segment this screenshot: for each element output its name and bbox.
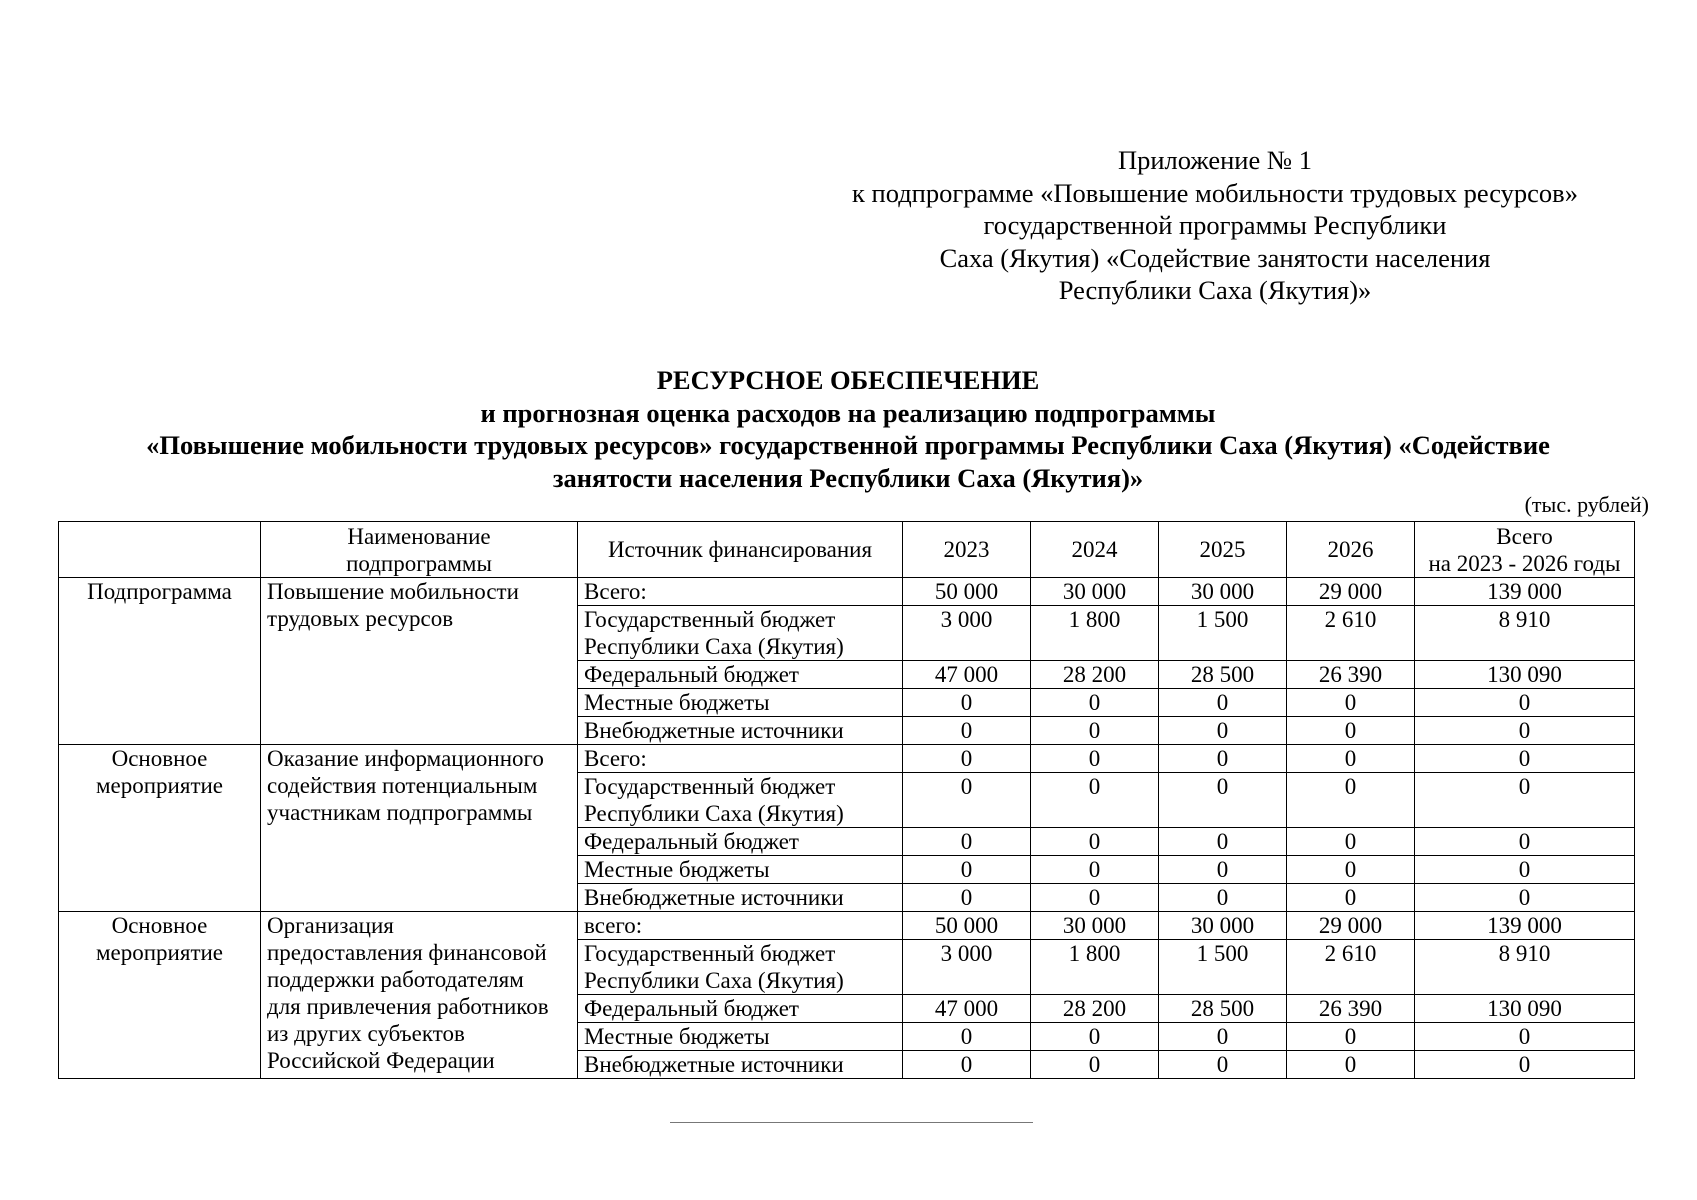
- header-source: Источник финансирования: [578, 522, 903, 578]
- value-2024: 28 200: [1031, 661, 1159, 689]
- header-name: [261, 522, 578, 578]
- value-total: 0: [1415, 745, 1635, 773]
- funding-source-line: Республики Саха (Якутия): [584, 968, 844, 993]
- appendix-note: [780, 144, 1650, 307]
- value-2023: 0: [903, 1023, 1031, 1051]
- funding-source-cell: [578, 717, 903, 745]
- value-2025: 28 500: [1159, 995, 1287, 1023]
- value-total: 0: [1415, 717, 1635, 745]
- funding-source-line: Республики Саха (Якутия): [584, 801, 844, 826]
- row-kind-line: Основное: [111, 913, 208, 938]
- title-line: «Повышение мобильности трудовых ресурсов» государственной программы Республики Саха (Якутия) «Содействие: [146, 430, 1550, 460]
- value-2023: 50 000: [903, 912, 1031, 940]
- value-2024: 0: [1031, 773, 1159, 828]
- table-row: [59, 578, 1635, 606]
- row-name-line: трудовых ресурсов: [267, 606, 454, 631]
- value-2023: 0: [903, 745, 1031, 773]
- value-2026: 0: [1287, 1051, 1415, 1079]
- funding-source-line: Государственный бюджет: [584, 941, 836, 966]
- value-total: 0: [1415, 1023, 1635, 1051]
- value-2023: 50 000: [903, 578, 1031, 606]
- title-line: РЕСУРСНОЕ ОБЕСПЕЧЕНИЕ: [656, 365, 1040, 395]
- value-total: 130 090: [1415, 995, 1635, 1023]
- value-2025: 0: [1159, 745, 1287, 773]
- value-2026: 0: [1287, 856, 1415, 884]
- value-2025: 0: [1159, 773, 1287, 828]
- funding-source-line: всего:: [584, 913, 643, 938]
- header-year-2023: 2023: [903, 522, 1031, 578]
- value-2026: 0: [1287, 689, 1415, 717]
- funding-source-cell: [578, 773, 903, 828]
- header-year-2026: 2026: [1287, 522, 1415, 578]
- value-total: 8 910: [1415, 606, 1635, 661]
- row-kind-line: мероприятие: [95, 773, 224, 798]
- value-2026: 0: [1287, 884, 1415, 912]
- funding-source-line: Федеральный бюджет: [584, 996, 799, 1021]
- funding-source-cell: [578, 828, 903, 856]
- header-year-2024: 2024: [1031, 522, 1159, 578]
- row-name-line: из других субъектов: [267, 1021, 465, 1046]
- value-total: 0: [1415, 884, 1635, 912]
- value-2026: 26 390: [1287, 661, 1415, 689]
- row-name-line: поддержки работодателям: [267, 967, 524, 992]
- row-kind-cell: [59, 745, 261, 912]
- value-2023: 0: [903, 689, 1031, 717]
- resource-table: [58, 521, 1635, 1079]
- value-2025: 30 000: [1159, 912, 1287, 940]
- funding-source-line: Всего:: [584, 746, 647, 771]
- row-name-line: Оказание информационного: [267, 746, 544, 771]
- value-2024: 1 800: [1031, 940, 1159, 995]
- appendix-line: Республики Саха (Якутия)»: [1058, 275, 1372, 305]
- value-2024: 28 200: [1031, 995, 1159, 1023]
- funding-source-cell: [578, 912, 903, 940]
- table-row: [59, 745, 1635, 773]
- footer-rule: [670, 1122, 1033, 1123]
- value-2024: 0: [1031, 689, 1159, 717]
- value-total: 0: [1415, 773, 1635, 828]
- funding-source-cell: [578, 689, 903, 717]
- value-2026: 29 000: [1287, 912, 1415, 940]
- funding-source-line: Внебюджетные источники: [584, 1052, 844, 1077]
- table-row: [59, 912, 1635, 940]
- row-kind-cell: [59, 912, 261, 1079]
- row-name-line: Российской Федерации: [267, 1048, 495, 1073]
- header-year-2025: 2025: [1159, 522, 1287, 578]
- header-name-line: подпрограммы: [346, 550, 492, 576]
- value-2026: 2 610: [1287, 606, 1415, 661]
- value-2023: 0: [903, 1051, 1031, 1079]
- funding-source-line: Всего:: [584, 579, 647, 604]
- value-2025: 1 500: [1159, 940, 1287, 995]
- value-2023: 0: [903, 828, 1031, 856]
- value-total: 130 090: [1415, 661, 1635, 689]
- value-2023: 0: [903, 773, 1031, 828]
- value-total: 139 000: [1415, 578, 1635, 606]
- row-name-line: Организация: [267, 913, 394, 938]
- value-2025: 0: [1159, 717, 1287, 745]
- funding-source-cell: [578, 856, 903, 884]
- row-kind-line: мероприятие: [95, 940, 224, 965]
- row-name-line: содействия потенциальным: [267, 773, 538, 798]
- appendix-line: Приложение № 1: [1117, 145, 1312, 175]
- header-total: [1415, 522, 1635, 578]
- value-2025: 0: [1159, 689, 1287, 717]
- title-line: и прогнозная оценка расходов на реализацию подпрограммы: [480, 397, 1216, 428]
- value-2023: 3 000: [903, 606, 1031, 661]
- funding-source-cell: [578, 884, 903, 912]
- value-2023: 47 000: [903, 995, 1031, 1023]
- funding-source-line: Республики Саха (Якутия): [584, 634, 844, 659]
- row-name-line: предоставления финансовой: [267, 940, 547, 965]
- value-2026: 0: [1287, 828, 1415, 856]
- header-total-line: на 2023 - 2026 годы: [1428, 550, 1621, 576]
- funding-source-line: Федеральный бюджет: [584, 662, 799, 687]
- value-total: 139 000: [1415, 912, 1635, 940]
- row-kind-cell: [59, 578, 261, 745]
- funding-source-cell: [578, 995, 903, 1023]
- title-line: занятости населения Республики Саха (Якутия)»: [552, 462, 1144, 493]
- value-2024: 0: [1031, 828, 1159, 856]
- table-body: [59, 578, 1635, 1079]
- funding-source-line: Внебюджетные источники: [584, 718, 844, 743]
- funding-source-line: Местные бюджеты: [584, 857, 770, 882]
- header-total-line: Всего: [1496, 523, 1553, 549]
- value-2025: 1 500: [1159, 606, 1287, 661]
- funding-source-cell: [578, 578, 903, 606]
- value-2025: 28 500: [1159, 661, 1287, 689]
- value-2024: 30 000: [1031, 578, 1159, 606]
- funding-source-line: Местные бюджеты: [584, 1024, 770, 1049]
- header-kind: [59, 522, 261, 578]
- row-name-line: Повышение мобильности: [267, 579, 519, 604]
- row-kind-line: Подпрограмма: [87, 579, 232, 604]
- value-2026: 0: [1287, 717, 1415, 745]
- value-2026: 2 610: [1287, 940, 1415, 995]
- funding-source-cell: [578, 1023, 903, 1051]
- funding-source-cell: [578, 661, 903, 689]
- funding-source-line: Федеральный бюджет: [584, 829, 799, 854]
- value-2025: 0: [1159, 856, 1287, 884]
- value-2026: 29 000: [1287, 578, 1415, 606]
- header-name-line: Наименование: [347, 523, 491, 549]
- value-2023: 0: [903, 717, 1031, 745]
- value-2025: 30 000: [1159, 578, 1287, 606]
- funding-source-cell: [578, 606, 903, 661]
- value-2024: 0: [1031, 1023, 1159, 1051]
- table-header-row: [59, 522, 1635, 578]
- value-2025: 0: [1159, 884, 1287, 912]
- value-2026: 26 390: [1287, 995, 1415, 1023]
- value-total: 0: [1415, 1051, 1635, 1079]
- value-2024: 0: [1031, 745, 1159, 773]
- appendix-line: государственной программы Республики: [983, 210, 1447, 240]
- value-2023: 3 000: [903, 940, 1031, 995]
- value-2025: 0: [1159, 1051, 1287, 1079]
- value-2024: 0: [1031, 1051, 1159, 1079]
- value-2025: 0: [1159, 1023, 1287, 1051]
- units-label: (тыс. рублей): [1524, 492, 1649, 517]
- value-2025: 0: [1159, 828, 1287, 856]
- funding-source-cell: [578, 745, 903, 773]
- funding-source-line: Внебюджетные источники: [584, 885, 844, 910]
- row-name-cell: [261, 578, 578, 745]
- document-title: [58, 364, 1638, 494]
- funding-source-line: Государственный бюджет: [584, 607, 836, 632]
- value-total: 0: [1415, 828, 1635, 856]
- value-2026: 0: [1287, 745, 1415, 773]
- value-2023: 47 000: [903, 661, 1031, 689]
- row-name-cell: [261, 912, 578, 1079]
- value-total: 8 910: [1415, 940, 1635, 995]
- value-2024: 0: [1031, 856, 1159, 884]
- funding-source-line: Государственный бюджет: [584, 774, 836, 799]
- value-2024: 30 000: [1031, 912, 1159, 940]
- value-total: 0: [1415, 856, 1635, 884]
- row-name-line: для привлечения работников: [267, 994, 549, 1019]
- funding-source-cell: [578, 1051, 903, 1079]
- row-name-line: участникам подпрограммы: [267, 800, 533, 825]
- value-total: 0: [1415, 689, 1635, 717]
- value-2024: 1 800: [1031, 606, 1159, 661]
- value-2024: 0: [1031, 884, 1159, 912]
- value-2026: 0: [1287, 1023, 1415, 1051]
- funding-source-line: Местные бюджеты: [584, 690, 770, 715]
- funding-source-cell: [578, 940, 903, 995]
- value-2023: 0: [903, 884, 1031, 912]
- value-2026: 0: [1287, 773, 1415, 828]
- value-2024: 0: [1031, 717, 1159, 745]
- row-kind-line: Основное: [111, 746, 208, 771]
- appendix-line: к подпрограмме «Повышение мобильности трудовых ресурсов»: [852, 177, 1578, 208]
- row-name-cell: [261, 745, 578, 912]
- value-2023: 0: [903, 856, 1031, 884]
- appendix-line: Саха (Якутия) «Содействие занятости населения: [939, 242, 1491, 273]
